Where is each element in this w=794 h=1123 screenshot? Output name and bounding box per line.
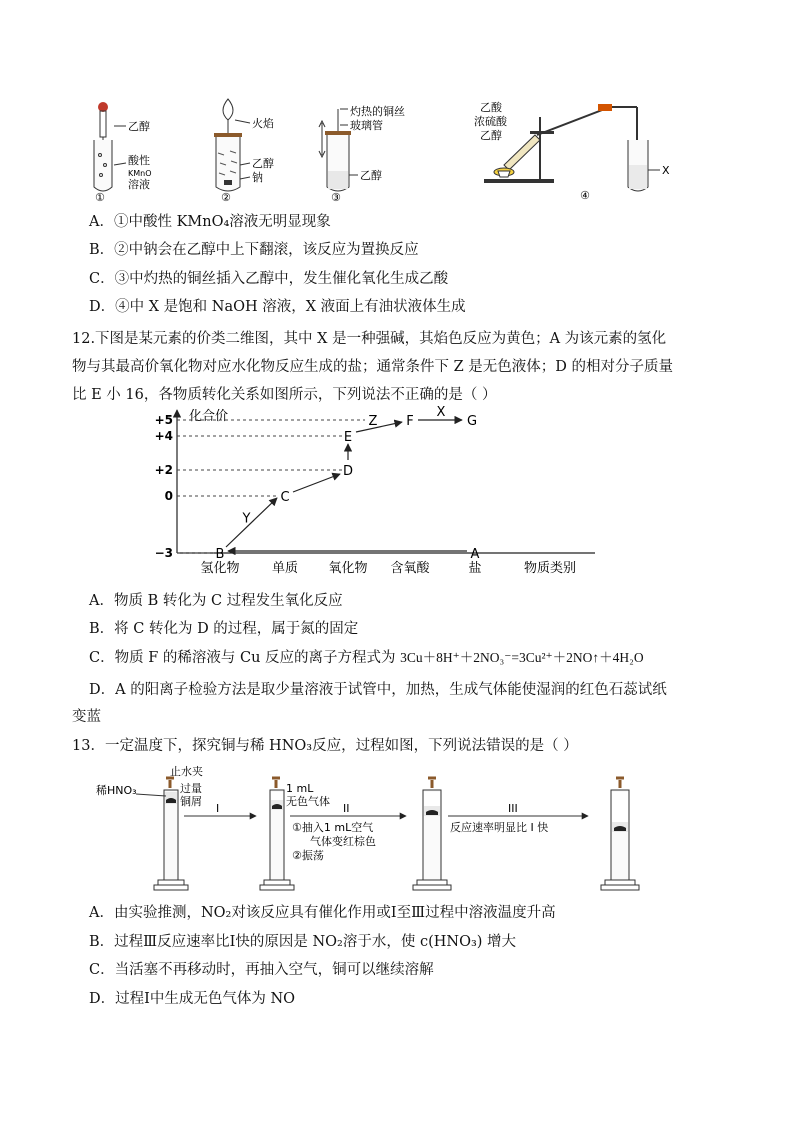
tube1-ethanol-label: 乙醇 <box>128 120 150 133</box>
point-g: G <box>466 414 478 429</box>
q12-option-b: B．将 C 转化为 D 的过程，属于氮的固定 <box>89 621 359 637</box>
app4-receiver-tube <box>628 140 648 191</box>
app4-h2so4-label: 浓硫酸 <box>474 115 507 128</box>
q11-apparatus-figure <box>90 95 710 205</box>
point-c: C <box>280 490 290 505</box>
y-tick-label: 0 <box>164 489 173 503</box>
q12-option-d-line1: D．A 的阳离子检验方法是取少量溶液于试管中，加热，生成气体能使湿润的红色石蕊试纸 <box>89 682 667 698</box>
point-b: B <box>215 547 225 562</box>
app4-number: ④ <box>580 189 590 202</box>
q11-option-a: A．①中酸性 KMnO₄溶液无明显现象 <box>89 214 331 230</box>
q11-option-b: B．②中钠会在乙醇中上下翻滚，该反应为置换反应 <box>89 242 419 258</box>
q12-option-d-line2: 变蓝 <box>72 709 101 725</box>
app4-x-label: X <box>662 164 670 177</box>
y-tick-label: +5 <box>154 413 173 427</box>
q13-step2-label: II <box>343 802 350 815</box>
tube2-sodium-label: 钠 <box>252 171 263 184</box>
tube3-number: ③ <box>331 191 341 204</box>
q11-option-c: C．③中灼热的铜丝插入乙醇中，发生催化氧化生成乙酸 <box>89 271 449 287</box>
tube3-tube-label: 玻璃管 <box>350 119 383 132</box>
q11-option-d: D．④中 X 是饱和 NaOH 溶液，X 液面上有油状液体生成 <box>89 299 466 315</box>
q13-op2-label: ②振荡 <box>292 849 324 862</box>
point-d: D <box>342 464 354 479</box>
tube3-ethanol-label: 乙醇 <box>360 169 382 182</box>
transform-arrow <box>293 474 340 492</box>
point-a: A <box>470 547 480 562</box>
arrow-label-z: Z <box>368 414 378 429</box>
q13-clamp-label: 止水夹 <box>170 765 203 778</box>
x-category-label: 氢化物 <box>200 561 240 576</box>
q13-copper-label: 铜屑 <box>180 795 202 808</box>
q12-option-c <box>89 648 644 668</box>
tube2-test-tube <box>214 133 242 191</box>
q12-option-a: A．物质 B 转化为 C 过程发生氧化反应 <box>89 593 343 609</box>
syringe-3 <box>413 778 451 890</box>
tube1-kmno4-formula: KMnO <box>128 169 152 178</box>
q13-excess-label: 过量 <box>180 782 202 795</box>
q13-step1-label: I <box>216 802 220 815</box>
tube1-test-tube <box>94 140 112 191</box>
q13-option-d: D．过程Ⅰ中生成无色气体为 NO <box>89 991 296 1007</box>
tube2-flame-label: 火焰 <box>252 117 274 130</box>
tube2-flame-icon <box>223 99 233 133</box>
q12-stem-line2: 物与其最高价氧化物对应水化物反应生成的盐；通常条件下 Z 是无色液体；D 的相对分子质量 <box>72 359 674 375</box>
y-tick-label: +4 <box>154 429 173 443</box>
x-category-label: 单质 <box>271 561 299 576</box>
tube1-number: ① <box>95 191 105 204</box>
q13-step3-label: III <box>508 802 518 815</box>
q13-1ml-label: 1 mL <box>286 782 314 795</box>
tube3-test-tube <box>325 131 351 191</box>
point-e: E <box>343 430 353 445</box>
q13-stem: 13．一定温度下，探究铜与稀 HNO₃反应，过程如图，下列说法错误的是（ ） <box>72 738 578 754</box>
q12-valence-chart <box>154 405 615 586</box>
q13-option-b: B．过程Ⅲ反应速率比Ⅰ快的原因是 NO₂溶于水，使 c(HNO₃) 增大 <box>89 934 517 950</box>
arrow-label-x: X <box>436 405 446 420</box>
q13-op1b-label: 气体变红棕色 <box>310 835 376 848</box>
transform-arrow <box>226 498 277 547</box>
point-f: F <box>406 414 414 429</box>
q12-option-c-text: C．物质 F 的稀溶液与 Cu 反应的离子方程式为 <box>89 650 396 666</box>
x-category-label: 盐 <box>468 561 482 576</box>
q13-gas-label: 无色气体 <box>286 795 330 808</box>
q12-stem-line1: 12.下图是某元素的价类二维图，其中 X 是一种强碱，其焰色反应为黄色；A 为该元素的氢化 <box>72 331 667 347</box>
q13-syringe-figure <box>88 765 648 894</box>
x-category-label: 含氧酸 <box>390 561 430 576</box>
q13-op1-label: ①抽入1 mL空气 <box>292 821 374 834</box>
syringe-4 <box>601 778 639 890</box>
x-axis-label: 物质类别 <box>523 561 577 576</box>
tube1-solution-label: 溶液 <box>128 178 150 191</box>
q13-rate-label: 反应速率明显比 I 快 <box>450 821 549 834</box>
q13-option-c: C．当活塞不再移动时，再抽入空气，铜可以继续溶解 <box>89 962 434 978</box>
q12-stem-line3: 比 E 小 16，各物质转化关系如图所示，下列说法不正确的是（ ） <box>72 387 497 403</box>
app4-acetic-label: 乙酸 <box>480 101 502 114</box>
q12-option-c-equation: 3Cu＋8H⁺＋2NO₃⁻=3Cu²⁺＋2NO↑＋4H₂O <box>400 650 644 665</box>
transform-arrow <box>356 422 402 432</box>
y-axis-label: 化合价 <box>189 409 229 424</box>
arrow-label-y: Y <box>242 511 251 527</box>
tube1-kmno4-label: 酸性 <box>128 154 150 167</box>
x-category-label: 氧化物 <box>328 561 368 576</box>
app4-ethanol-label: 乙醇 <box>480 129 502 142</box>
q13-option-a: A．由实验推测，NO₂对该反应具有催化作用或Ⅰ至Ⅲ过程中溶液温度升高 <box>89 905 556 921</box>
app4-delivery-tube <box>537 104 637 165</box>
y-tick-label: +2 <box>154 463 173 477</box>
tube3-wire-label: 灼热的铜丝 <box>350 105 405 118</box>
q13-hno3-label: 稀HNO₃ <box>96 784 137 797</box>
tube2-number: ② <box>221 191 231 204</box>
y-tick-label: −3 <box>154 546 173 560</box>
tube2-ethanol-label: 乙醇 <box>252 157 274 170</box>
